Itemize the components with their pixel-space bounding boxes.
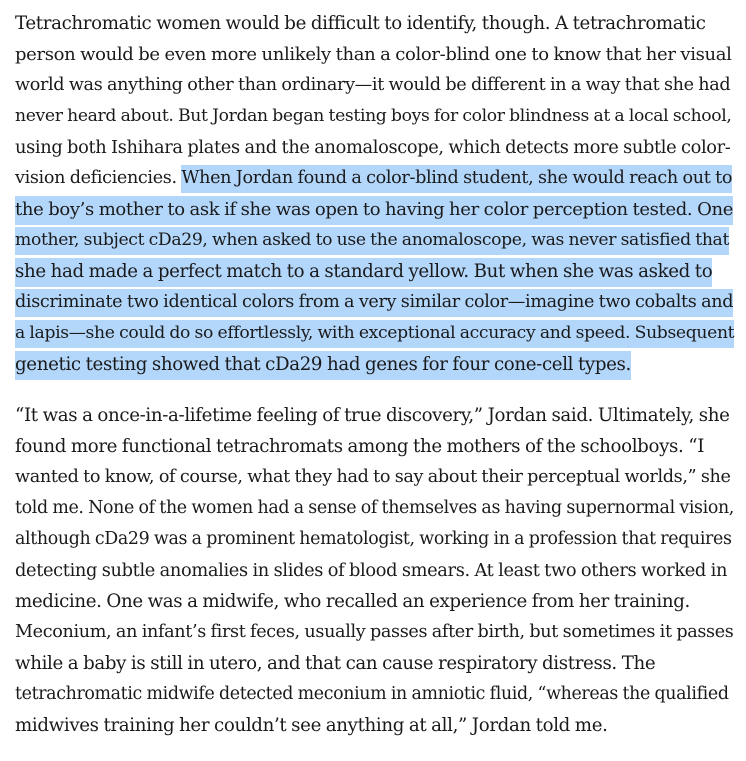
selected-line [15, 225, 735, 256]
text-line: while a baby is still in utero, and that can cause respiratory distress. The [15, 653, 656, 674]
selected-text[interactable]: the boy’s mother to ask if she was open to having her color perception tested. One [15, 196, 733, 225]
text-line: person would be even more unlikely than a color-blind one to know that her visual [15, 44, 732, 65]
text-line: wanted to know, of course, what they had to say about their perceptual worlds,” she [15, 467, 731, 487]
paragraph-1 [15, 8, 735, 380]
plain-text: vision deficiencies. [15, 168, 177, 188]
selected-text[interactable]: When Jordan found a color-blind student, she would reach out to [181, 165, 732, 193]
text-line: using both Ishihara plates and the anomaloscope, which detects more subtle color- [15, 137, 731, 158]
selected-line [15, 194, 735, 225]
paragraph-2 [15, 400, 735, 741]
text-line: never heard about. But Jordan began testing boys for color blindness at a local school, [15, 106, 732, 126]
selected-line [15, 256, 735, 287]
selected-line [15, 349, 735, 380]
selected-text[interactable]: discriminate two identical colors from a very similar color—imagine two cobalts and [15, 289, 733, 317]
paragraph-gap [15, 380, 735, 400]
text-line: Tetrachromatic women would be difficult to identify, though. A tetrachromatic [15, 13, 706, 34]
text-line: Meconium, an infant’s first feces, usually passes after birth, but sometimes it passes [15, 622, 734, 642]
selected-text[interactable]: a lapis—she could do so effortlessly, with exceptional accuracy and speed. Subsequent [15, 320, 734, 348]
text-line: detecting subtle anomalies in slides of blood smears. At least two others worked in [15, 560, 728, 581]
selected-line [15, 287, 735, 318]
selected-text[interactable]: she had made a perfect match to a standard yellow. But when she was asked to [15, 258, 712, 287]
text-line: midwives training her couldn’t see anything at all,” Jordan told me. [15, 715, 608, 736]
text-line: “It was a once-in-a-lifetime feeling of true discovery,” Jordan said. Ultimately, she [15, 405, 730, 426]
text-line: world was anything other than ordinary—it would be different in a way that she had [15, 75, 731, 95]
text-line: medicine. One was a midwife, who recalled an experience from her training. [15, 591, 690, 612]
text-line-mixed [15, 163, 735, 194]
selected-text[interactable]: genetic testing showed that cDa29 had genes for four cone-cell types. [15, 351, 631, 380]
text-line: tetrachromatic midwife detected meconium in amniotic fluid, “whereas the qualified [15, 684, 729, 704]
article-body [15, 8, 735, 741]
text-line: although cDa29 was a prominent hematologist, working in a profession that requires [15, 529, 732, 549]
selected-line [15, 318, 735, 349]
text-line: told me. None of the women had a sense of themselves as having supernormal vision, [15, 498, 734, 518]
selected-text[interactable]: mother, subject cDa29, when asked to use the anomaloscope, was never satisfied that [15, 227, 729, 255]
text-line: found more functional tetrachromats among the mothers of the schoolboys. “I [15, 436, 705, 457]
